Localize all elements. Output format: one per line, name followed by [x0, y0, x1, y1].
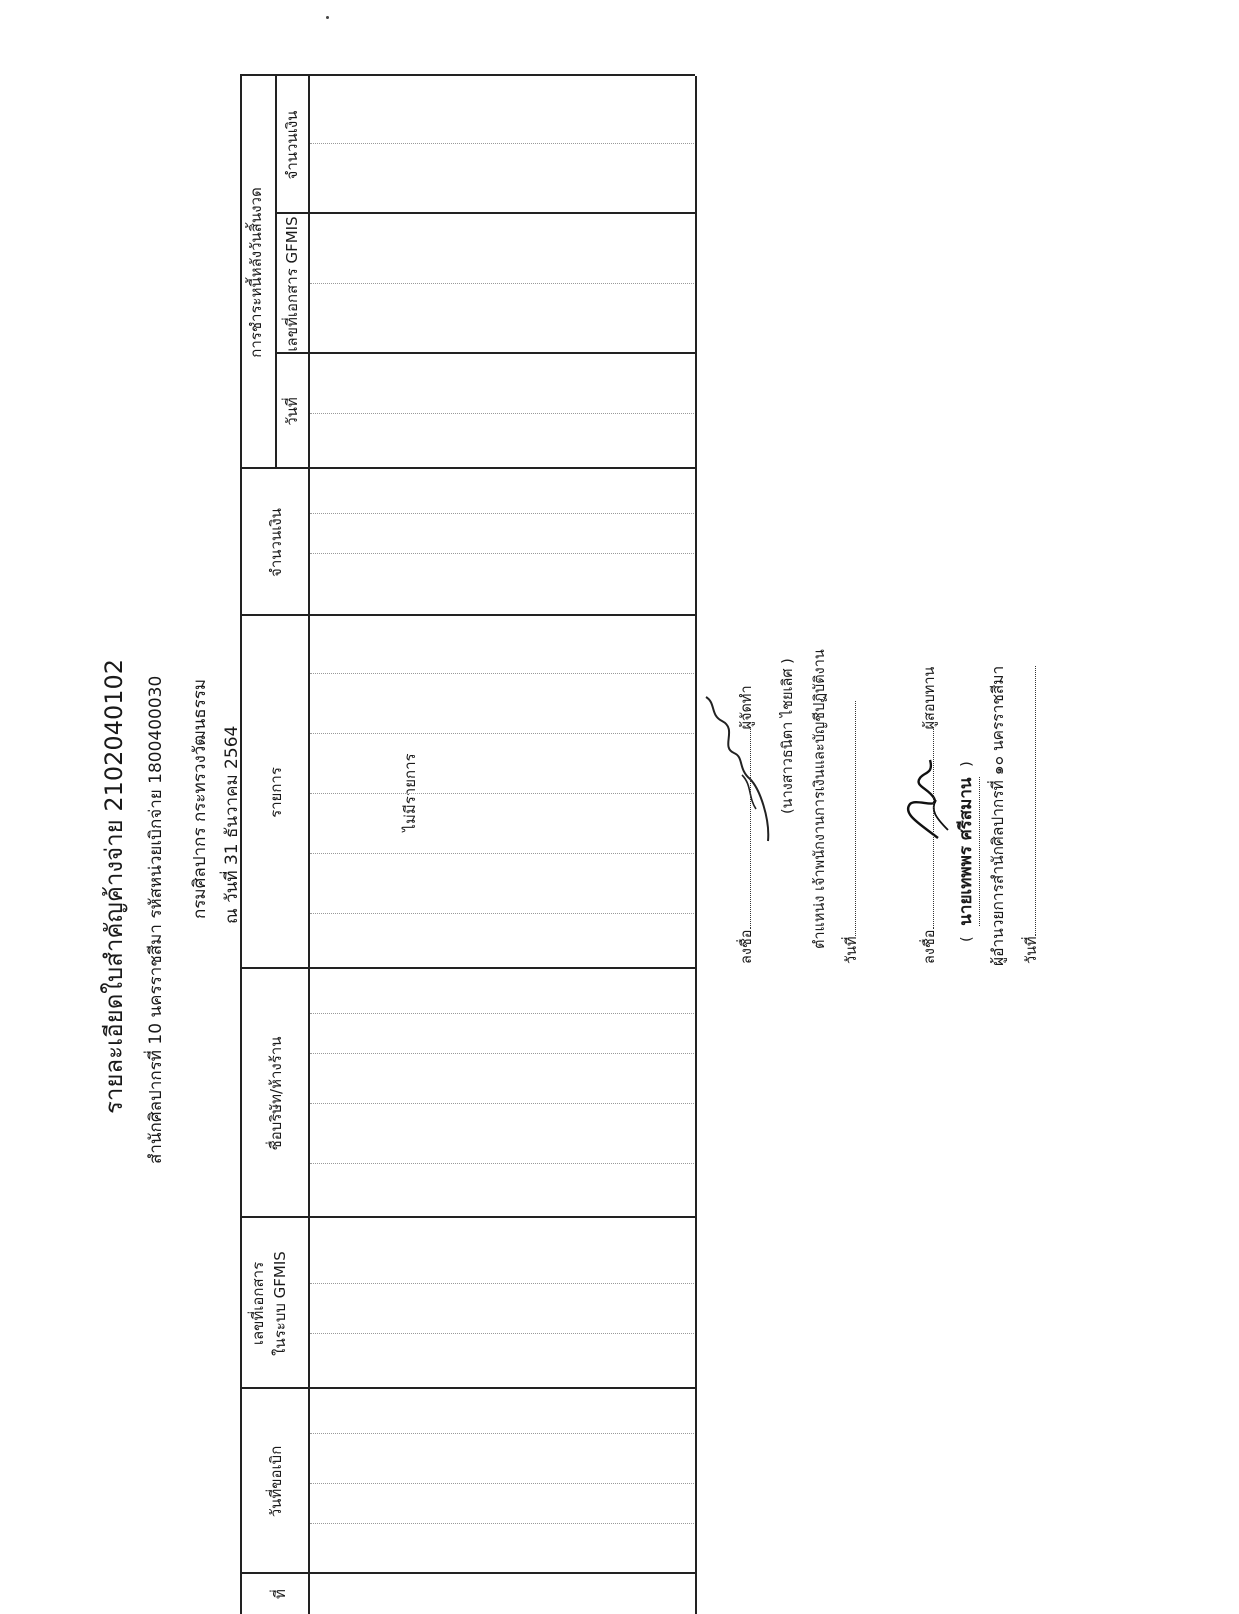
- row-guide-line: [310, 673, 694, 674]
- reviewer-role: ผู้สอบทาน: [922, 666, 938, 730]
- document-title: รายละเอียดใบสำคัญค้างจ่าย 2102040102: [100, 658, 128, 1114]
- col-rule-8: [275, 212, 695, 214]
- reviewer-name: นายเทพพร ศรีสมาน: [952, 777, 980, 925]
- col-rule-6: [240, 467, 695, 469]
- col-rule-7: [275, 352, 695, 354]
- reviewer-date-label: วันที่: [1024, 936, 1040, 964]
- row-guide-line: [310, 1163, 694, 1164]
- payment-group-rule: [275, 76, 277, 469]
- preparer-role: ผู้จัดทำ: [739, 685, 755, 730]
- preparer-date-row: [840, 701, 863, 964]
- col-rule-1: [240, 1572, 695, 1574]
- row-guide-line: [310, 1483, 694, 1484]
- table-border-bottom: [695, 76, 697, 1614]
- preparer-sign-line: [736, 729, 751, 929]
- reviewer-sign-label: ลงชื่อ: [922, 929, 938, 964]
- header-company: ชื่อบริษัท/ห้างร้าน: [267, 1036, 285, 1151]
- preparer-sign-row: [735, 685, 758, 964]
- document-subtitle-office: สำนักศิลปากรที่ 10 นครราชสีมา รหัสหน่วยเบิกจ่าย 1800400030: [146, 675, 166, 1164]
- row-guide-line: [310, 1053, 694, 1054]
- preparer-sign-label: ลงชื่อ: [739, 929, 755, 964]
- table-border-top: [240, 76, 242, 1614]
- row-guide-line: [310, 913, 694, 914]
- row-guide-line: [310, 1283, 694, 1284]
- preparer-name: (นางสาวธนิตา ไชยเลิศ ): [780, 658, 796, 814]
- row-guide-line: [310, 283, 694, 284]
- reviewer-name-open: (: [959, 936, 975, 942]
- table-border-right: [240, 74, 695, 76]
- row-guide-line: [310, 853, 694, 854]
- row-guide-line: [310, 733, 694, 734]
- table-header-bottom-rule: [308, 76, 310, 1614]
- preparer-date-label: วันที่: [844, 936, 860, 964]
- row-guide-line: [310, 1333, 694, 1334]
- row-guide-line: [310, 1013, 694, 1014]
- header-payment-doc-no: เลขที่เอกสาร GFMIS: [283, 216, 301, 352]
- col-rule-2: [240, 1387, 695, 1389]
- row-guide-line: [310, 143, 694, 144]
- reviewer-date-row: [1020, 666, 1043, 964]
- row-guide-line: [310, 553, 694, 554]
- col-rule-4: [240, 967, 695, 969]
- header-amount: จำนวนเงิน: [267, 508, 285, 577]
- document-subtitle-department: กรมศิลปากร กระทรวงวัฒนธรรม: [190, 678, 210, 919]
- header-payment-date: วันที่: [283, 397, 301, 426]
- reviewer-date-line: [1021, 666, 1036, 936]
- header-payment-amount: จำนวนเงิน: [283, 110, 301, 180]
- document-subtitle-date: ณ วันที่ 31 ธันวาคม 2564: [222, 725, 242, 924]
- row-guide-line: [310, 1103, 694, 1104]
- header-no: ที่: [271, 1589, 289, 1599]
- header-payment-group: การชำระหนี้หลังวันสิ้นงวด: [247, 187, 265, 358]
- header-item: รายการ: [267, 767, 285, 818]
- reviewer-name-close: ): [959, 761, 975, 767]
- col-rule-3: [240, 1216, 695, 1218]
- reviewer-sign-line: [919, 729, 934, 929]
- header-request-date: วันที่ขอเบิก: [267, 1445, 285, 1518]
- row-guide-line: [310, 513, 694, 514]
- row-guide-line: [310, 793, 694, 794]
- row-guide-line: [310, 413, 694, 414]
- col-rule-5: [240, 614, 695, 616]
- header-doc-no: [248, 1218, 292, 1389]
- row-guide-line: [310, 1433, 694, 1434]
- preparer-date-line: [841, 701, 856, 936]
- reviewer-position: ผู้อำนวยการสำนักศิลปากรที่ ๑๐ นครราชสีมา: [989, 665, 1007, 966]
- no-items-text: ไม่มีรายการ: [401, 753, 419, 832]
- reviewer-name-row: [952, 761, 980, 942]
- reviewer-sign-row: [918, 667, 941, 964]
- header-doc-no-line2: ในระบบ GFMIS: [270, 1251, 289, 1356]
- preparer-position: ตำแหน่ง เจ้าพนักงานการเงินและบัญชีปฏิบัติงาน: [812, 649, 828, 949]
- row-guide-line: [310, 1523, 694, 1524]
- header-doc-no-line1: เลขที่เอกสาร: [249, 1261, 267, 1346]
